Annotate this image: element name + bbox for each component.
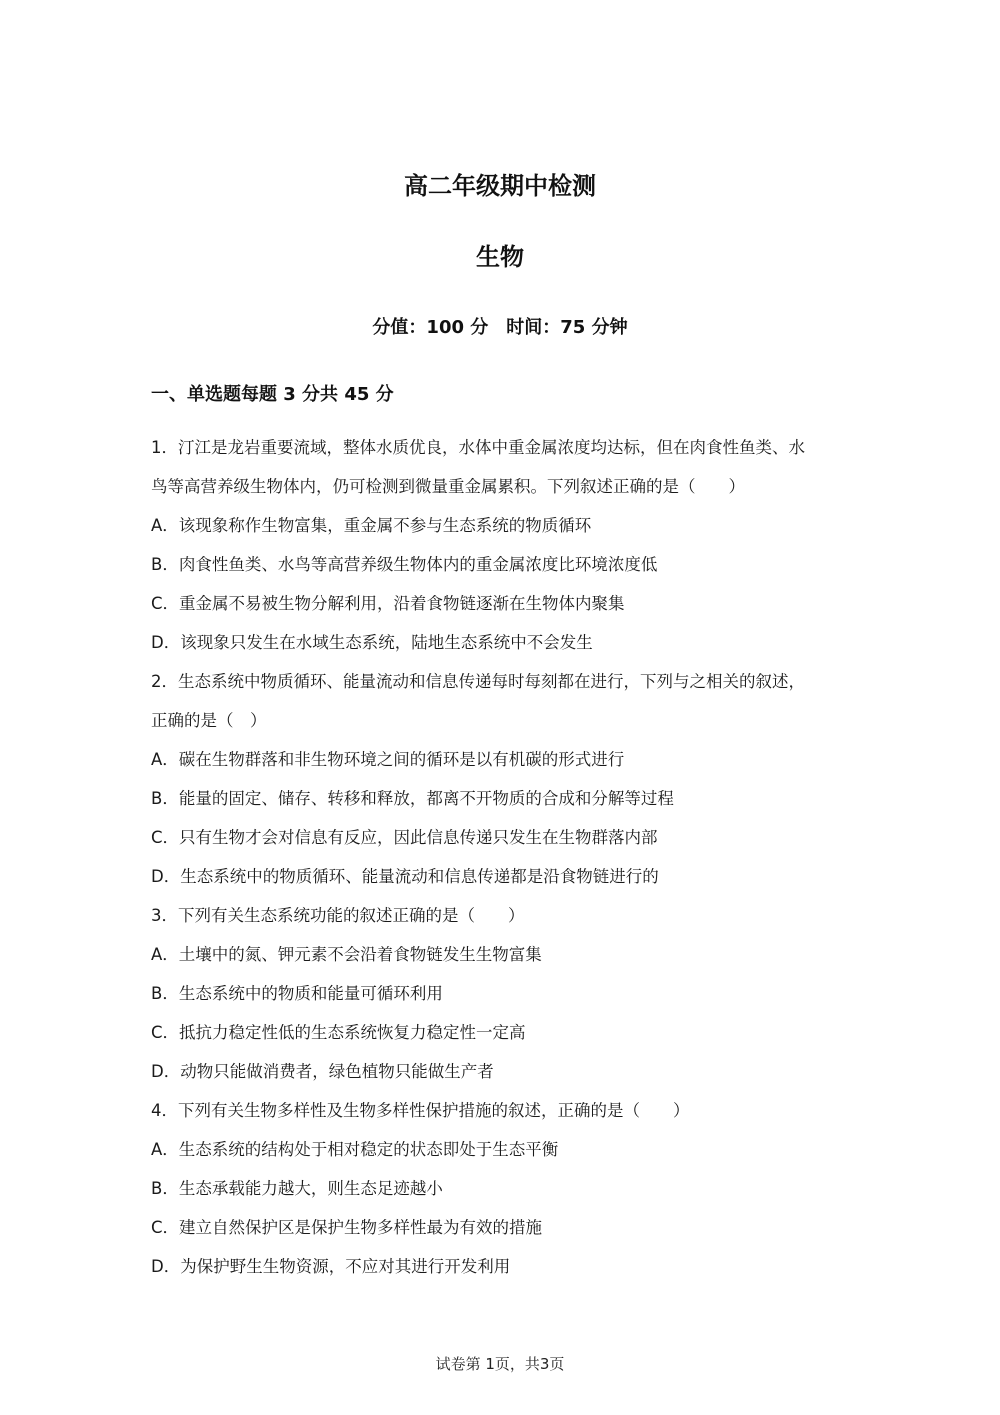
question-1-option-a: A．该现象称作生物富集，重金属不参与生态系统的物质循环 bbox=[151, 516, 592, 535]
question-4-option-b: B．生态承载能力越大，则生态足迹越小 bbox=[151, 1179, 443, 1198]
question-1-option-c: C．重金属不易被生物分解利用，沿着食物链逐渐在生物体内聚集 bbox=[151, 594, 625, 613]
question-3-option-d: D．动物只能做消费者，绿色植物只能做生产者 bbox=[151, 1062, 494, 1081]
question-2-option-b: B．能量的固定、储存、转移和释放，都离不开物质的合成和分解等过程 bbox=[151, 789, 674, 808]
question-4-option-a: A．生态系统的结构处于相对稳定的状态即处于生态平衡 bbox=[151, 1140, 559, 1159]
section-heading: 一、单选题每题 3 分共 45 分 bbox=[151, 384, 394, 405]
question-3-option-c: C．抵抗力稳定性低的生态系统恢复力稳定性一定高 bbox=[151, 1023, 526, 1042]
page-footer: 试卷第 1页，共3页 bbox=[435, 1355, 565, 1373]
exam-meta: 分值：100 分 时间：75 分钟 bbox=[372, 317, 628, 338]
question-2-line-2: 正确的是（ ） bbox=[151, 711, 267, 730]
question-3-option-b: B．生态系统中的物质和能量可循环利用 bbox=[151, 984, 443, 1003]
exam-subject: 生物 bbox=[476, 243, 524, 271]
question-3-line-1: 3．下列有关生态系统功能的叙述正确的是（ ） bbox=[151, 906, 525, 925]
question-1-option-d: D．该现象只发生在水域生态系统，陆地生态系统中不会发生 bbox=[151, 633, 593, 652]
question-1-option-b: B．肉食性鱼类、水鸟等高营养级生物体内的重金属浓度比环境浓度低 bbox=[151, 555, 658, 574]
question-4-option-c: C．建立自然保护区是保护生物多样性最为有效的措施 bbox=[151, 1218, 543, 1237]
question-1-line-1: 1．汀江是龙岩重要流域，整体水质优良，水体中重金属浓度均达标，但在肉食性鱼类、水 bbox=[151, 438, 805, 457]
exam-title: 高二年级期中检测 bbox=[404, 172, 596, 200]
question-2-option-c: C．只有生物才会对信息有反应，因此信息传递只发生在生物群落内部 bbox=[151, 828, 658, 847]
question-3-option-a: A．土壤中的氮、钾元素不会沿着食物链发生生物富集 bbox=[151, 945, 542, 964]
question-2-option-a: A．碳在生物群落和非生物环境之间的循环是以有机碳的形式进行 bbox=[151, 750, 625, 769]
question-2-line-1: 2．生态系统中物质循环、能量流动和信息传递每时每刻都在进行，下列与之相关的叙述， bbox=[151, 672, 805, 691]
question-1-line-2: 鸟等高营养级生物体内，仍可检测到微量重金属累积。下列叙述正确的是（ ） bbox=[151, 477, 745, 496]
question-4-line-1: 4．下列有关生物多样性及生物多样性保护措施的叙述，正确的是（ ） bbox=[151, 1101, 690, 1120]
question-4-option-d: D．为保护野生生物资源，不应对其进行开发利用 bbox=[151, 1257, 511, 1276]
question-2-option-d: D．生态系统中的物质循环、能量流动和信息传递都是沿食物链进行的 bbox=[151, 867, 659, 886]
